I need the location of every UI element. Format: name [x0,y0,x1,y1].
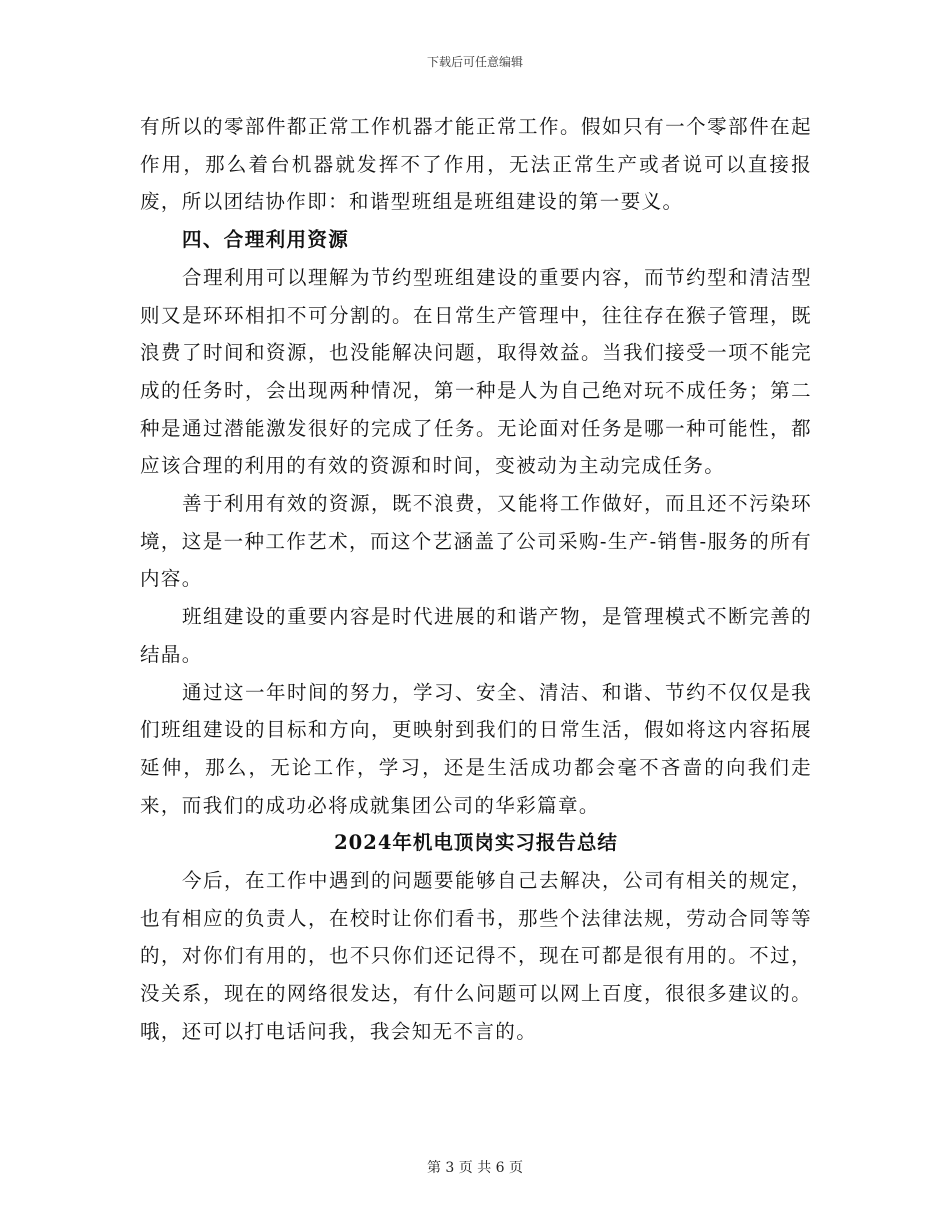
paragraph-continued: 有所以的零部件都正常工作机器才能正常工作。假如只有一个零部件在起作用，那么着台机器就发挥不了作用，无法正常生产或者说可以直接报废，所以团结协作即：和谐型班组是班组建设的第一要义。 [140,115,812,214]
section-heading: 四、合理利用资源 [182,228,350,252]
paragraph: 合理利用可以理解为节约型班组建设的重要内容，而节约型和清洁型则又是环环相扣不可分割的。在日常生产管理中，往往存在猴子管理，既浪费了时间和资源，也没能解决问题，取得效益。当我们接受一项不能完成的任务时，会出现两种情况，第一种是人为自己绝对玩不成任务；第二种是通过潜能激发很好的完成了任务。无论面对任务是哪一种可能性，都应该合理的利用的有效的资源和时间，变被动为主动完成任务。 [140,265,812,478]
document-title: 2024年机电顶岗实习报告总结 [334,831,618,855]
paragraph: 今后，在工作中遇到的问题要能够自己去解决，公司有相关的规定，也有相应的负责人，在校时让你们看书，那些个法律法规，劳动合同等等的，对你们有用的，也不只你们还记得不，现在可都是很有用的。不过，没关系，现在的网络很发达，有什么问题可以网上百度，很很多建议的。哦，还可以打电话问我，我会知无不言的。 [140,869,812,1043]
paragraph: 善于利用有效的资源，既不浪费，又能将工作做好，而且还不污染环境，这是一种工作艺术，而这个艺涵盖了公司采购-生产-销售-服务的所有内容。 [140,492,812,591]
page-header-note: 下载后可任意编辑 [426,55,523,69]
page-number: 第 3 页 共 6 页 [426,1160,524,1176]
paragraph: 班组建设的重要内容是时代进展的和谐产物，是管理模式不断完善的结晶。 [140,605,812,666]
paragraph: 通过这一年时间的努力，学习、安全、清洁、和谐、节约不仅仅是我们班组建设的目标和方向，更映射到我们的日常生活，假如将这内容拓展延伸，那么，无论工作，学习，还是生活成功都会毫不吝啬的向我们走来，而我们的成功必将成就集团公司的华彩篇章。 [140,680,812,817]
document-body [140,108,812,1051]
